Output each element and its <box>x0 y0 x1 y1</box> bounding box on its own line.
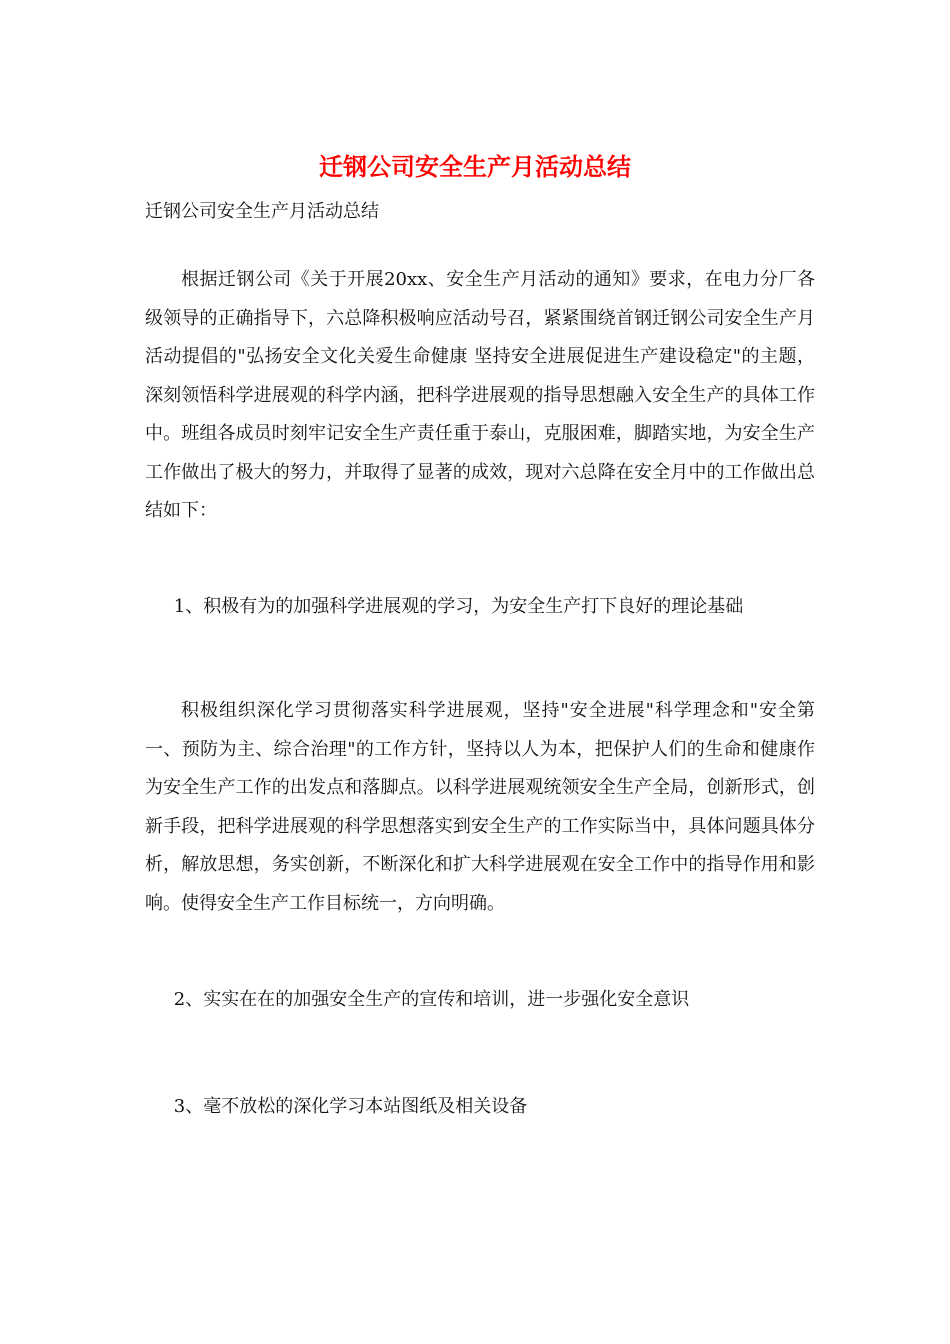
section-heading-2: 2、实实在在的加强安全生产的宣传和培训，进一步强化安全意识 <box>173 989 690 1010</box>
section-heading-1: 1、积极有为的加强科学进展观的学习，为安全生产打下良好的理论基础 <box>173 596 744 617</box>
document-subtitle: 迁钢公司安全生产月活动总结 <box>145 201 379 222</box>
intro-paragraph: 根据迁钢公司《关于开展20xx、安全生产月活动的通知》要求，在电力分厂各级领导的正确指导下，六总降积极响应活动号召，紧紧围绕首钢迁钢公司安全生产月活动提倡的"弘扬安全文化关爱生命健康 坚持安全进展促进生产建设稳定"的主题，深刻领悟科学进展观的科学内涵，把科学进展观的指导思想融入安全生产的具体工作中。班组各成员时刻牢记安全生产责任重于泰山，克服困难，脚踏实地，为安全生产工作做出了极大的努力，并取得了显著的成效，现对六总降在安全月中的工作做出总结如下： <box>145 269 815 521</box>
document-title: 迁钢公司安全生产月活动总结 <box>319 152 631 181</box>
section-heading-3: 3、毫不放松的深化学习本站图纸及相关设备 <box>173 1096 528 1117</box>
section-1-paragraph: 积极组织深化学习贯彻落实科学进展观，坚持"安全进展"科学理念和"安全第一、预防为主、综合治理"的工作方针，坚持以人为本，把保护人们的生命和健康作为安全生产工作的出发点和落脚点。以科学进展观统领安全生产全局，创新形式，创新手段，把科学进展观的科学思想落实到安全生产的工作实际当中，具体问题具体分析，解放思想，务实创新，不断深化和扩大科学进展观在安全工作中的指导作用和影响。使得安全生产工作目标统一，方向明确。 <box>145 700 815 914</box>
